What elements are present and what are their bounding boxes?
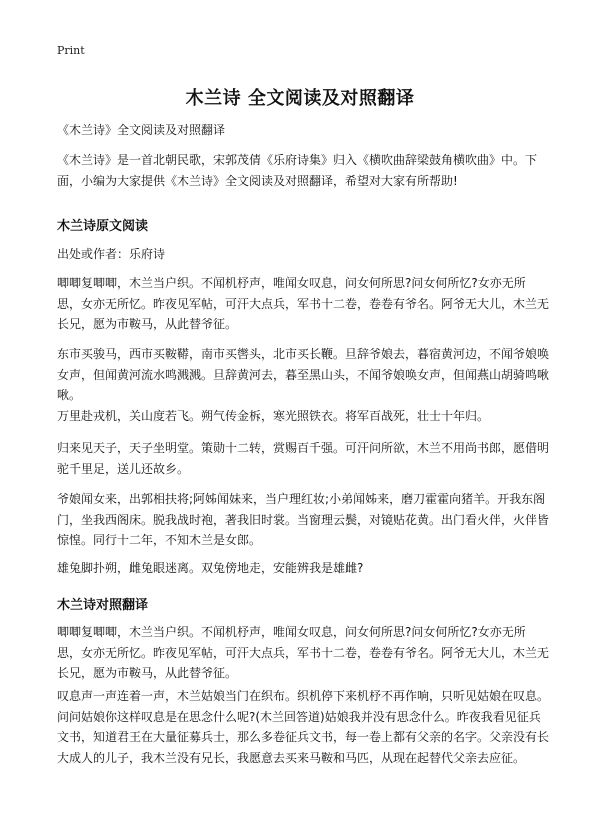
- section-heading-original: 木兰诗原文阅读: [57, 219, 149, 234]
- page-title: 木兰诗 全文阅读及对照翻译: [185, 88, 415, 109]
- poem-paragraph-1: 唧唧复唧唧，木兰当户织。不闻机杼声，唯闻女叹息，问女何所思?问女何所忆?女亦无所思，女亦无所忆。昨夜见军帖，可汗大点兵，军书十二卷，卷卷有爷名。阿爷无大儿，木兰无长兄，愿为市鞍马，从此替爷征。: [57, 276, 550, 331]
- print-label: Print: [57, 44, 85, 57]
- translation-paragraph: 叹息声一声连着一声，木兰姑娘当门在织布。织机停下来机杼不再作响，只听见姑娘在叹息。问问姑娘你这样叹息是在思念什么呢?(木兰回答道)姑娘我并没有思念什么。昨夜我看见征兵文书，知道君王在大量征募兵士，那么多卷征兵文书，每一卷上都有父亲的名字。父亲没有长大成人的儿子，我木兰没有兄长，我愿意去买来马鞍和马匹，从现在起替代父亲去应征。: [57, 689, 550, 765]
- poem-paragraph-6: 雄兔脚扑朔，雌兔眼迷离。双兔傍地走，安能辨我是雄雌?: [57, 561, 364, 575]
- poem-paragraph-4: 归来见天子，天子坐明堂。策勋十二转，赏赐百千强。可汗问所欲，木兰不用尚书郎，愿借明驼千里足，送儿还故乡。: [57, 441, 550, 476]
- poem-paragraph-2: 东市买骏马，西市买鞍鞯，南市买辔头，北市买长鞭。旦辞爷娘去，暮宿黄河边，不闻爷娘唤女声，但闻黄河流水鸣溅溅。旦辞黄河去，暮至黑山头，不闻爷娘唤女声，但闻燕山胡骑鸣啾啾。: [57, 347, 550, 402]
- translation-original-paragraph: 唧唧复唧唧，木兰当户织。不闻机杼声，唯闻女叹息，问女何所思?问女何所忆?女亦无所思，女亦无所忆。昨夜见军帖，可汗大点兵，军书十二卷，卷卷有爷名。阿爷无大儿，木兰无长兄，愿为市鞍马，从此替爷征。: [57, 625, 550, 680]
- subtitle: 《木兰诗》全文阅读及对照翻译: [57, 123, 226, 137]
- section-heading-translation: 木兰诗对照翻译: [57, 598, 149, 613]
- poem-paragraph-3: 万里赴戎机，关山度若飞。朔气传金柝，寒光照铁衣。将军百战死，壮士十年归。: [57, 409, 490, 423]
- poem-paragraph-5: 爷娘闻女来，出郭相扶将;阿姊闻妹来，当户理红妆;小弟闻姊来，磨刀霍霍向猪羊。开我东阁门，坐我西阁床。脱我战时袍，著我旧时裳。当窗理云鬓，对镜贴花黄。出门看火伴，火伴皆惊惶。同行十二年，不知木兰是女郎。: [57, 492, 550, 547]
- intro-paragraph: 《木兰诗》是一首北朝民歌，宋郭茂倩《乐府诗集》归入《横吹曲辞梁鼓角横吹曲》中。下面，小编为大家提供《木兰诗》全文阅读及对照翻译，希望对大家有所帮助!: [57, 153, 538, 188]
- source-line: 出处或作者：乐府诗: [57, 247, 166, 261]
